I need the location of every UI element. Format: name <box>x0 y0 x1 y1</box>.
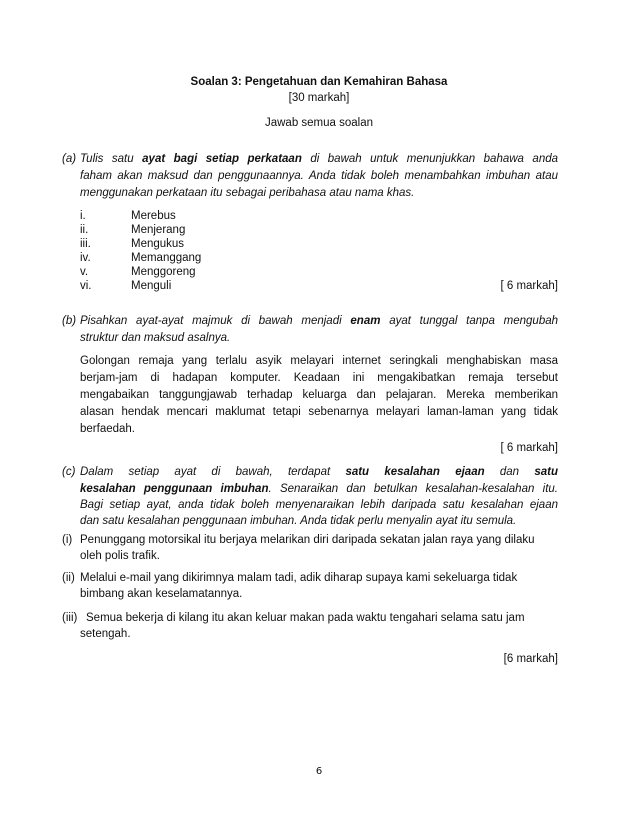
question-line: bimbang akan keselamatannya. <box>80 588 243 600</box>
item-number: iv. <box>80 252 91 264</box>
question-number: (iii) <box>62 612 78 624</box>
item-number: ii. <box>80 224 89 236</box>
section-c-line-4: dan satu kesalahan penggunaan imbuhan. Anda tidak perlu menyalin ayat itu semula. <box>80 515 517 527</box>
item-number: iii. <box>80 238 91 250</box>
section-a-marks: [ 6 markah] <box>500 280 558 292</box>
passage-line-5: berfaedah. <box>80 423 135 435</box>
item-word: Menguli <box>131 280 172 292</box>
passage-line-4: alasan hendak mencari maklumat tetapi sebenarnya melayari laman-laman yang tidak <box>80 406 558 418</box>
item-word: Memanggang <box>131 252 202 264</box>
section-b-line-2: struktur dan maksud asalnya. <box>80 332 231 344</box>
item-word: Menjerang <box>131 224 186 236</box>
section-a-line-2: faham akan maksud dan penggunaannya. Anda tidak boleh menambahkan imbuhan atau <box>80 170 558 182</box>
exam-title: Soalan 3: Pengetahuan dan Kemahiran Bahasa <box>190 76 448 88</box>
passage-line-2: berjam-jam di hadapan komputer. Keadaan ini mengakibatkan remaja tersebut <box>80 372 558 384</box>
question-number: (i) <box>62 534 73 546</box>
item-number: i. <box>80 210 86 222</box>
item-word: Menggoreng <box>131 266 196 278</box>
section-a-line-3: menggunakan perkataan itu sebagai peribahasa atau nama khas. <box>80 187 415 199</box>
question-number: (ii) <box>62 572 75 584</box>
section-c-line-2: kesalahan penggunaan imbuhan. Senaraikan dan betulkan kesalahan-kesalahan itu. <box>80 483 558 495</box>
passage-line-1: Golongan remaja yang terlalu asyik melayari internet seringkali menghabiskan masa <box>80 355 558 367</box>
section-b-line-1: Pisahkan ayat-ayat majmuk di bawah menjadi enam ayat tunggal tanpa mengubah <box>80 315 559 327</box>
item-number: v. <box>80 266 89 278</box>
section-c-marks: [6 markah] <box>503 653 558 665</box>
question-line: oleh polis trafik. <box>80 550 160 562</box>
question-line: setengah. <box>80 628 131 640</box>
instruction: Jawab semua soalan <box>264 117 374 129</box>
item-word: Merebus <box>131 210 176 222</box>
section-c-line-1: Dalam setiap ayat di bawah, terdapat satu kesalahan ejaan dan satu <box>80 466 558 478</box>
page-number: 6 <box>315 766 323 777</box>
question-line: Penunggang motorsikal itu berjaya melarikan diri daripada sekatan jalan raya yang dilaku <box>80 534 535 546</box>
passage-line-3: mengabaikan tanggungjawab terhadap keluarga dan pelajaran. Mereka memberikan <box>80 389 558 401</box>
total-marks: [30 markah] <box>288 92 350 104</box>
section-c-line-3: Bagi setiap ayat, anda tidak boleh menyenaraikan lebih daripada satu kesalahan ejaan <box>80 499 558 511</box>
question-line: Semua bekerja di kilang itu akan keluar makan pada waktu tengahari selama satu jam <box>86 612 525 624</box>
section-a-line-1: Tulis satu ayat bagi setiap perkataan di bawah untuk menunjukkan bahawa anda <box>80 153 559 165</box>
section-b-marks: [ 6 markah] <box>500 442 558 454</box>
question-line: Melalui e-mail yang dikirimnya malam tadi, adik diharap supaya kami sekeluarga tidak <box>80 572 518 584</box>
item-number: vi. <box>80 280 92 292</box>
item-word: Mengukus <box>131 238 185 250</box>
word-list <box>0 210 638 310</box>
section-b-label: (b) <box>62 315 77 327</box>
section-a-label: (a) <box>62 153 77 165</box>
section-c-label: (c) <box>62 466 76 478</box>
